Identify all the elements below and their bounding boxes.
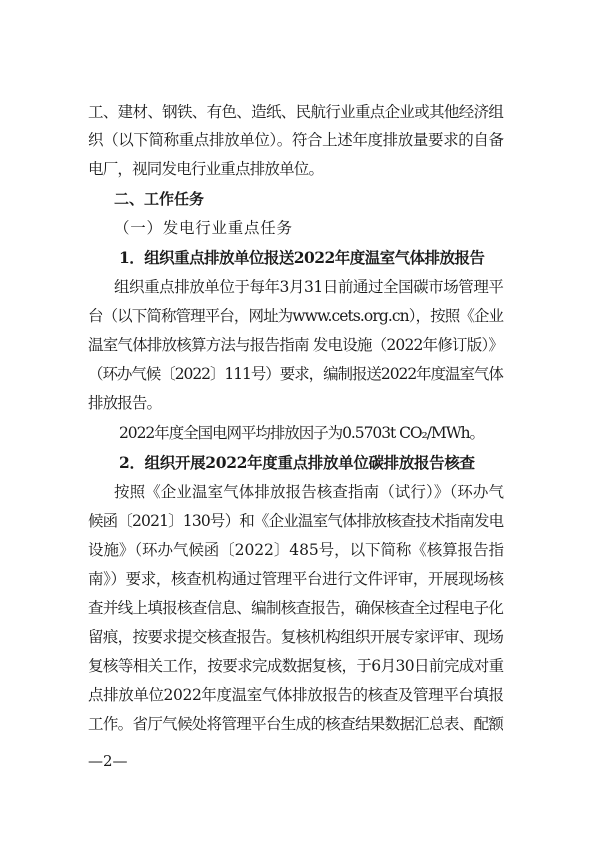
paragraph-text: 复核等相关工作，按要求完成数据复核，于6月30日前完成对重 bbox=[88, 657, 504, 675]
paragraph-text: 查并线上填报核查信息、编制核查报告，确保核查全过程电子化 bbox=[88, 599, 504, 617]
paragraph-text: 电厂，视同发电行业重点排放单位。 bbox=[88, 160, 324, 178]
text-line bbox=[0, 710, 595, 738]
paragraph-text: 2022年度全国电网平均排放因子为0.5703t CO₂/MWh。 bbox=[119, 424, 484, 442]
text-line bbox=[0, 478, 595, 506]
text-line bbox=[0, 623, 595, 651]
text-line bbox=[0, 419, 595, 447]
paragraph-text: 按照《企业温室气体排放报告核查指南（试行）》（环办气 bbox=[114, 483, 505, 501]
text-line bbox=[0, 449, 595, 477]
text-line bbox=[0, 507, 595, 535]
paragraph-text: 工作。省厅气候处将管理平台生成的核查结果数据汇总表、配额 bbox=[88, 715, 504, 733]
section-heading: 二、工作任务 bbox=[114, 190, 205, 208]
subsection-heading: 2．组织开展2022年度重点排放单位碳排放报告核查 bbox=[119, 453, 475, 472]
text-line bbox=[0, 360, 595, 388]
text-line bbox=[0, 98, 595, 126]
paragraph-text: 织（以下简称重点排放单位）。符合上述年度排放量要求的自备 bbox=[88, 131, 504, 149]
text-line bbox=[0, 331, 595, 359]
text-line bbox=[0, 244, 595, 272]
paragraph-text: 工、建材、钢铁、有色、造纸、民航行业重点企业或其他经济组 bbox=[88, 103, 504, 121]
subsection-heading: 1．组织重点排放单位报送2022年度温室气体排放报告 bbox=[119, 248, 485, 267]
paragraph-text: 候函〔2021〕130号）和《企业温室气体排放核查技术指南发电 bbox=[88, 512, 504, 530]
paragraph-text: 南》）要求，核查机构通过管理平台进行文件评审，开展现场核 bbox=[88, 570, 504, 588]
paragraph-text: （一）发电行业重点任务 bbox=[114, 219, 293, 237]
text-line bbox=[0, 565, 595, 593]
text-line bbox=[0, 594, 595, 622]
text-line bbox=[0, 185, 595, 213]
paragraph-text: 台（以下简称管理平台，网址为www.cets.org.cn），按照《企业 bbox=[88, 307, 504, 325]
paragraph-text: （环办气候〔2022〕111号）要求，编制报送2022年度温室气体 bbox=[88, 365, 503, 383]
text-line bbox=[0, 389, 595, 417]
paragraph-text: 点排放单位2022年度温室气体排放报告的核查及管理平台填报 bbox=[88, 686, 504, 704]
text-line bbox=[0, 273, 595, 301]
text-line bbox=[0, 652, 595, 680]
text-line bbox=[0, 214, 595, 242]
paragraph-text: 设施》（环办气候函〔2022〕485号，以下简称《核算报告指 bbox=[88, 541, 504, 559]
text-line bbox=[0, 126, 595, 154]
text-line bbox=[0, 155, 595, 183]
paragraph-text: 温室气体排放核算方法与报告指南 发电设施（2022年修订版）》 bbox=[88, 336, 504, 354]
page-number: —2— bbox=[88, 752, 128, 770]
paragraph-text: 留痕，按要求提交核查报告。复核机构组织开展专家评审、现场 bbox=[88, 628, 504, 646]
paragraph-text: 组织重点排放单位于每年3月31日前通过全国碳市场管理平 bbox=[114, 278, 504, 296]
text-line bbox=[0, 681, 595, 709]
paragraph-text: 排放报告。 bbox=[88, 394, 162, 412]
text-line bbox=[0, 302, 595, 330]
text-line bbox=[0, 536, 595, 564]
